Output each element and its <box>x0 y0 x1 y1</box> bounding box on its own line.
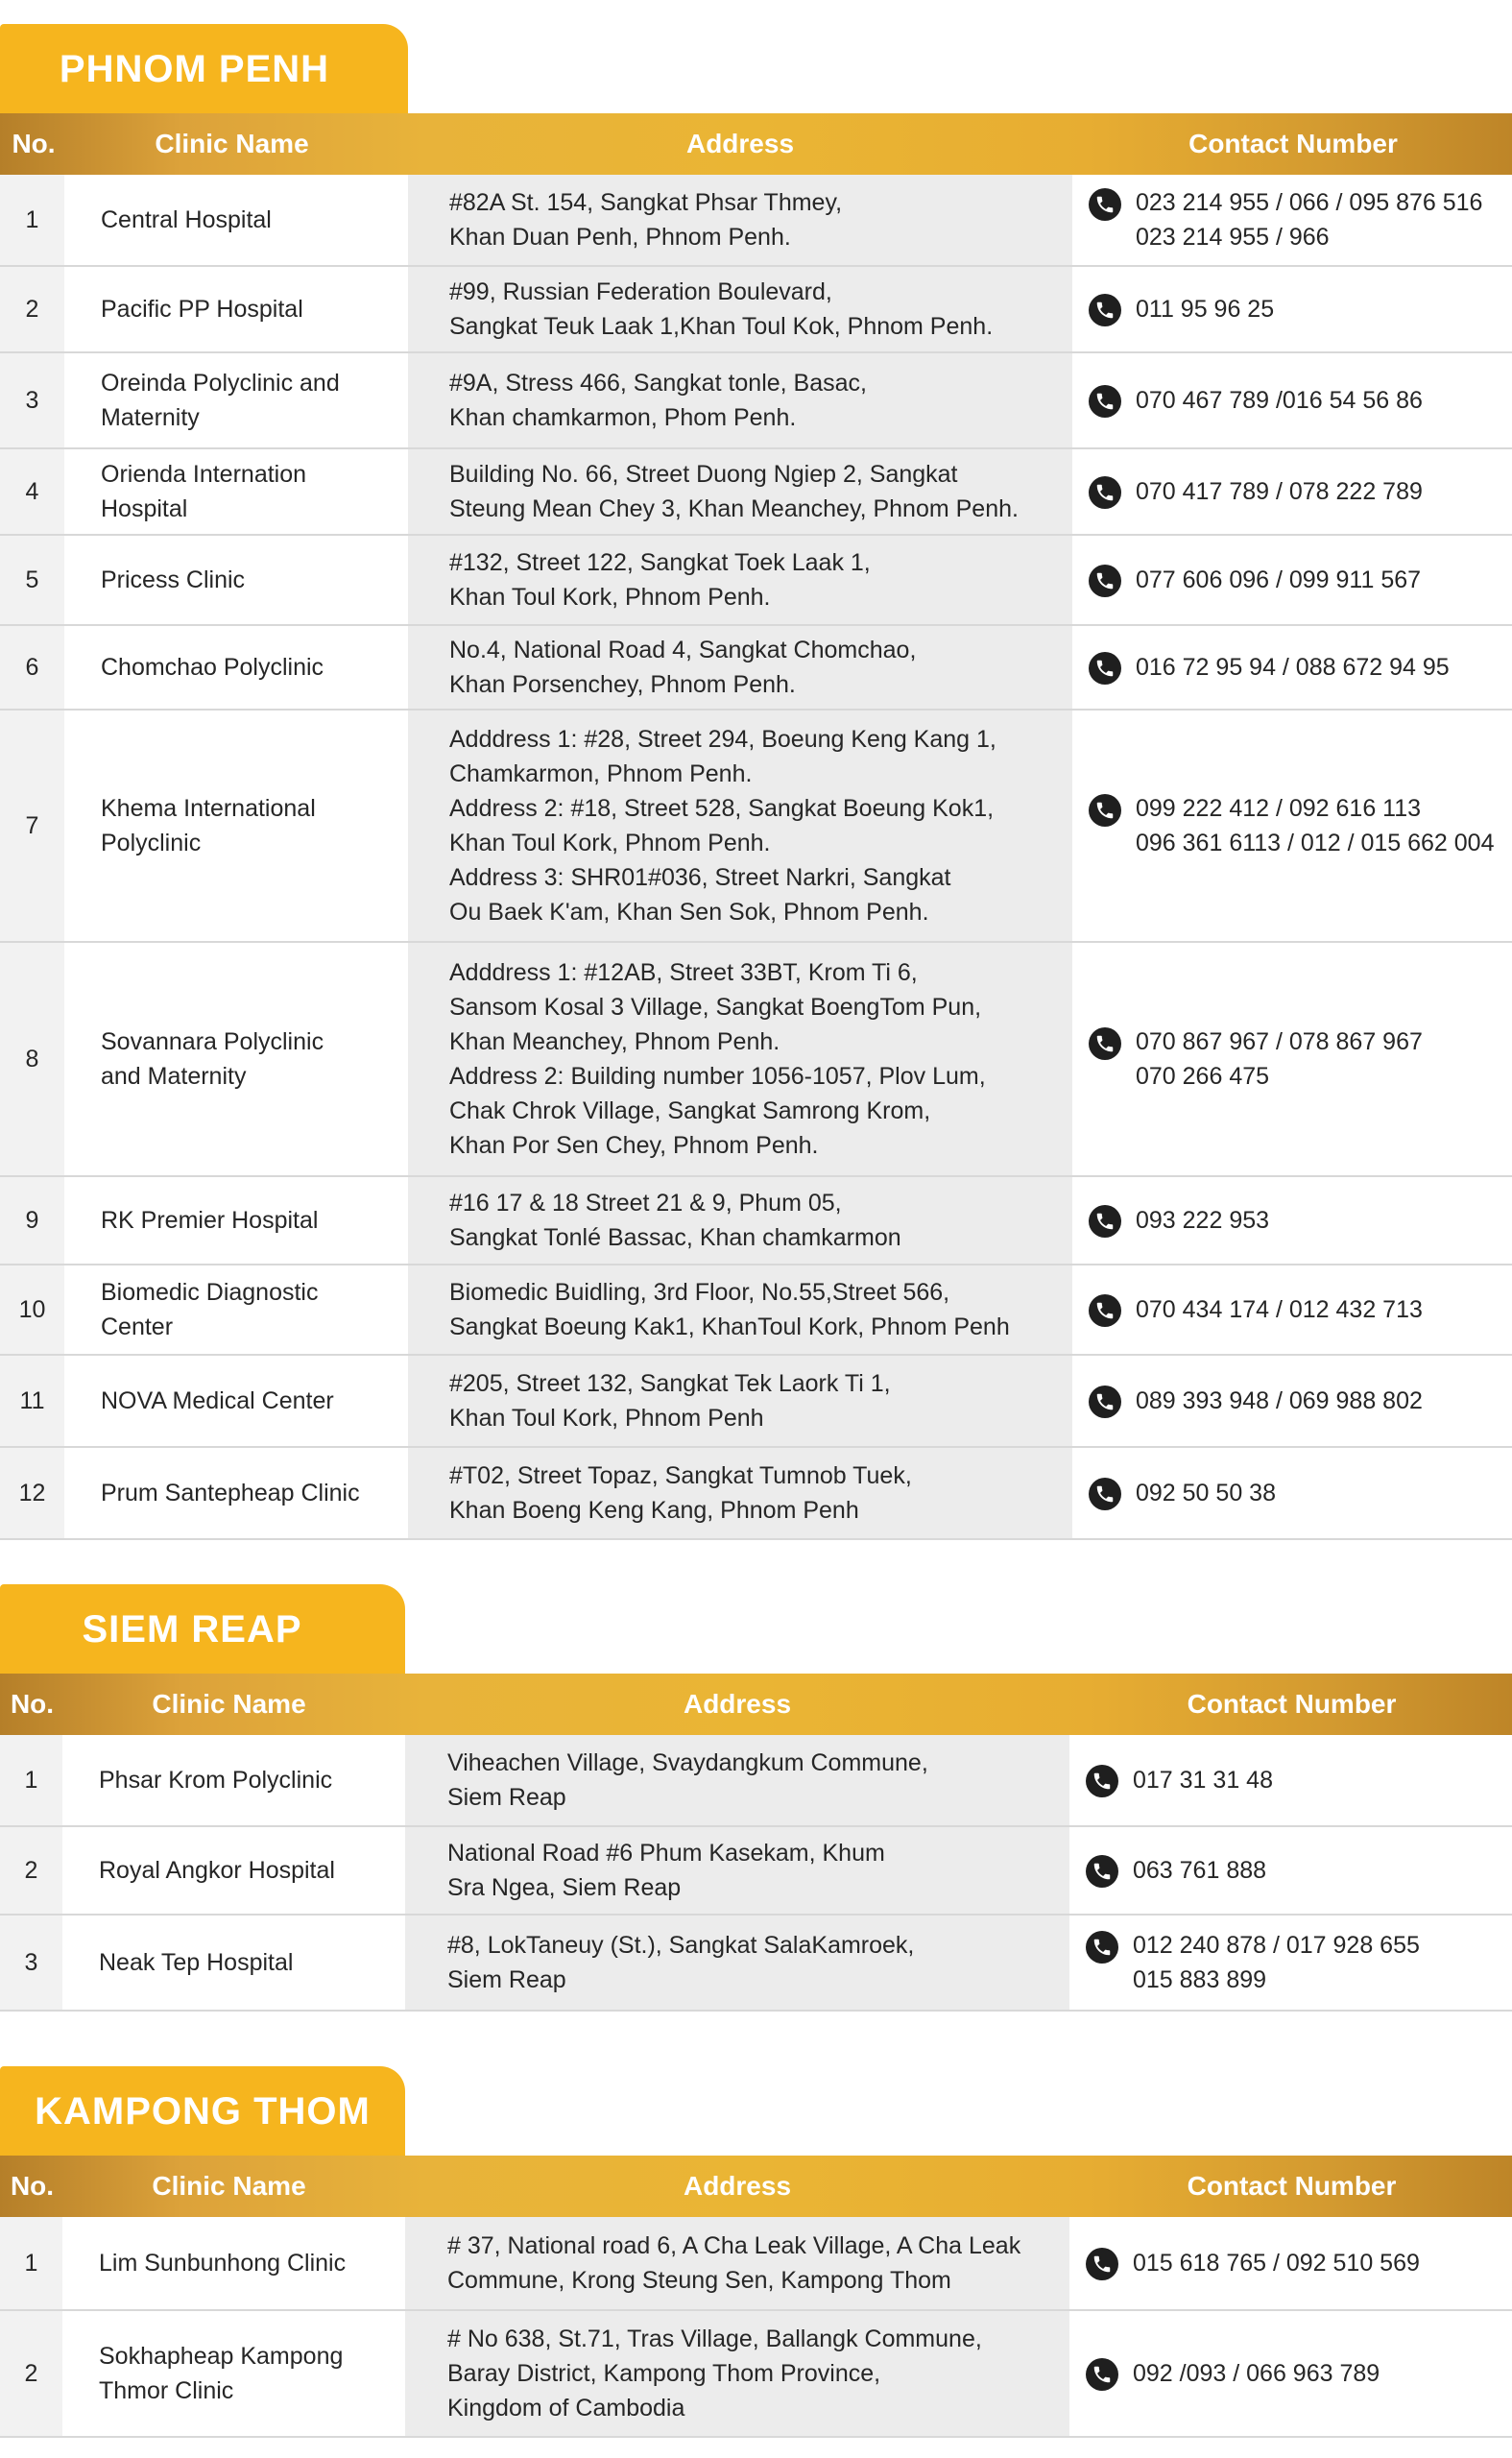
cell-no: 9 <box>0 1177 64 1264</box>
contact-number <box>1136 1476 1276 1510</box>
contact-line: 015 618 765 / 092 510 569 <box>1133 2250 1420 2277</box>
name-line: Oreinda Polyclinic and <box>101 370 340 397</box>
address <box>449 457 1019 526</box>
contact-line: 070 467 789 /016 54 56 86 <box>1136 387 1423 414</box>
section-siem-reap <box>0 1584 1512 2012</box>
clinic-name <box>101 366 340 435</box>
cell-no: 3 <box>0 1916 62 2010</box>
contact-line: 015 883 899 <box>1133 1966 1267 1993</box>
cell-contact-number <box>1071 2311 1512 2436</box>
clinic-name <box>99 1945 293 1980</box>
contact-number <box>1136 185 1482 254</box>
contact-number <box>1136 563 1421 597</box>
table-row <box>0 2311 1512 2438</box>
table-row <box>0 943 1512 1177</box>
name-line: Polyclinic <box>101 830 202 856</box>
clinic-name <box>101 1476 360 1510</box>
contact-line: 096 361 6113 / 012 / 015 662 004 <box>1136 830 1495 856</box>
cell-contact-number <box>1074 536 1512 624</box>
address-line: Viheachen Village, Svaydangkum Commune, <box>447 1749 928 1776</box>
cell-contact-number <box>1074 943 1512 1175</box>
name-line: Sokhapheap Kampong <box>99 2343 344 2370</box>
cell-contact-number <box>1071 2217 1512 2309</box>
cell-address <box>408 175 1072 265</box>
cell-clinic-name <box>66 536 406 624</box>
cell-address <box>408 1265 1072 1354</box>
cell-no: 1 <box>0 1735 62 1825</box>
name-line: Neak Tep Hospital <box>99 1949 294 1976</box>
section-title: SIEM REAP <box>82 1608 302 1651</box>
section-title: PHNOM PENH <box>59 48 330 90</box>
address-line: Address 2: Building number 1056-1057, Plov Lum, <box>449 1063 986 1090</box>
name-line: Central Hospital <box>101 206 272 233</box>
address-line: National Road #6 Phum Kasekam, Khum <box>447 1840 885 1867</box>
header-clinic-name: Clinic Name <box>155 129 309 158</box>
address <box>449 366 867 435</box>
address-line: #82A St. 154, Sangkat Phsar Thmey, <box>449 189 843 216</box>
cell-clinic-name <box>66 943 406 1175</box>
header-clinic-name: Clinic Name <box>152 1689 306 1719</box>
address-line: Kingdom of Cambodia <box>447 2395 685 2422</box>
address-line: Ou Baek K'am, Khan Sen Sok, Phnom Penh. <box>449 899 929 926</box>
cell-no: 6 <box>0 626 64 709</box>
address-line: # No 638, St.71, Tras Village, Ballangk Commune, <box>447 2325 982 2352</box>
contact-number <box>1136 292 1274 326</box>
name-line: Pricess Clinic <box>101 566 246 593</box>
cell-no: 12 <box>0 1448 64 1538</box>
clinic-name <box>99 1763 332 1797</box>
table-row <box>0 1827 1512 1916</box>
contact-line: 099 222 412 / 092 616 113 <box>1136 795 1422 822</box>
address-line: Khan Toul Kork, Phnom Penh. <box>449 584 771 611</box>
cell-no: 2 <box>0 267 64 351</box>
clinic-name <box>99 2339 343 2408</box>
clinic-name <box>101 563 245 597</box>
cell-no: 1 <box>0 175 64 265</box>
phone-icon <box>1089 476 1121 509</box>
cell-address <box>405 2311 1069 2436</box>
cell-contact-number <box>1074 1177 1512 1264</box>
cell-clinic-name <box>66 267 406 351</box>
contact-line: 089 393 948 / 069 988 802 <box>1136 1387 1423 1414</box>
cell-clinic-name <box>64 1735 403 1825</box>
cell-contact-number <box>1074 711 1512 941</box>
cell-no: 7 <box>0 711 64 941</box>
contact-number <box>1136 1384 1423 1418</box>
address-line: #T02, Street Topaz, Sangkat Tumnob Tuek, <box>449 1462 912 1489</box>
name-line: Orienda Internation <box>101 461 307 488</box>
contact-number <box>1136 1024 1423 1094</box>
address-line: No.4, National Road 4, Sangkat Chomchao, <box>449 637 917 663</box>
address-line: Building No. 66, Street Duong Ngiep 2, Sangkat <box>449 461 958 488</box>
address-line: Khan chamkarmon, Phom Penh. <box>449 404 797 431</box>
cell-no: 1 <box>0 2217 62 2309</box>
name-line: and Maternity <box>101 1063 247 1090</box>
cell-address <box>408 626 1072 709</box>
address <box>449 1186 901 1255</box>
header-address: Address <box>683 2171 792 2201</box>
section-tab <box>0 2066 405 2157</box>
cell-address <box>408 1356 1072 1446</box>
name-line: Lim Sunbunhong Clinic <box>99 2250 347 2277</box>
section-kampong-thom <box>0 2066 1512 2458</box>
address-line: Sra Ngea, Siem Reap <box>447 1874 682 1901</box>
clinic-name <box>101 457 306 526</box>
header-no: No. <box>10 1689 55 1719</box>
clinic-name <box>101 1203 318 1238</box>
cell-address <box>408 353 1072 447</box>
cell-address <box>408 1177 1072 1264</box>
clinic-name <box>101 1384 334 1418</box>
table-row <box>0 175 1512 267</box>
address-line: Steung Mean Chey 3, Khan Meanchey, Phnom Penh. <box>449 495 1019 522</box>
cell-clinic-name <box>66 711 406 941</box>
contact-number <box>1133 1928 1420 1997</box>
address-line: Khan Por Sen Chey, Phnom Penh. <box>449 1132 819 1159</box>
contact-line: 011 95 96 25 <box>1136 296 1275 323</box>
cell-address <box>408 943 1072 1175</box>
phone-icon <box>1086 1765 1118 1797</box>
address-line: Siem Reap <box>447 1784 566 1811</box>
address-line: Chamkarmon, Phnom Penh. <box>449 760 753 787</box>
contact-line: 093 222 953 <box>1136 1207 1270 1234</box>
name-line: Chomchao Polyclinic <box>101 654 324 681</box>
name-line: Prum Santepheap Clinic <box>101 1480 360 1506</box>
cell-clinic-name <box>66 175 406 265</box>
clinic-name <box>101 650 324 685</box>
cell-no: 8 <box>0 943 64 1175</box>
table-row <box>0 1265 1512 1356</box>
clinic-name <box>101 1275 319 1344</box>
address-line: #16 17 & 18 Street 21 & 9, Phum 05, <box>449 1190 842 1217</box>
contact-number <box>1136 474 1423 509</box>
cell-clinic-name <box>66 353 406 447</box>
name-line: Thmor Clinic <box>99 2377 234 2404</box>
cell-contact-number <box>1074 626 1512 709</box>
table-row <box>0 1356 1512 1448</box>
contact-line: 063 761 888 <box>1133 1857 1267 1884</box>
contact-line: 023 214 955 / 066 / 095 876 516 <box>1136 189 1483 216</box>
cell-no: 4 <box>0 449 64 534</box>
address-line: #132, Street 122, Sangkat Toek Laak 1, <box>449 549 871 576</box>
contact-line: 070 434 174 / 012 432 713 <box>1136 1296 1423 1323</box>
address <box>447 1746 928 1815</box>
address-line: Sangkat Teuk Laak 1,Khan Toul Kok, Phnom Penh. <box>449 313 994 340</box>
phone-icon <box>1089 294 1121 326</box>
contact-number <box>1133 1853 1266 1888</box>
address-line: Khan Duan Penh, Phnom Penh. <box>449 224 791 251</box>
cell-no: 10 <box>0 1265 64 1354</box>
cell-contact-number <box>1074 1265 1512 1354</box>
phone-icon <box>1089 1478 1121 1510</box>
phone-icon <box>1089 794 1121 827</box>
cell-clinic-name <box>66 626 406 709</box>
contact-line: 092 50 50 38 <box>1136 1480 1276 1506</box>
address-line: Commune, Krong Steung Sen, Kampong Thom <box>447 2267 951 2294</box>
address-line: #205, Street 132, Sangkat Tek Laork Ti 1, <box>449 1370 891 1397</box>
phone-icon <box>1089 565 1121 597</box>
contact-line: 017 31 31 48 <box>1133 1767 1273 1794</box>
address <box>449 955 986 1163</box>
section-tab <box>0 24 408 115</box>
table-row <box>0 711 1512 943</box>
cell-no: 3 <box>0 353 64 447</box>
phone-icon <box>1089 385 1121 418</box>
cell-clinic-name <box>66 1177 406 1264</box>
cell-clinic-name <box>66 449 406 534</box>
contact-number <box>1133 2356 1380 2391</box>
name-line: Sovannara Polyclinic <box>101 1028 324 1055</box>
contact-line: 012 240 878 / 017 928 655 <box>1133 1932 1420 1959</box>
table-header <box>0 2156 1512 2217</box>
cell-address <box>408 711 1072 941</box>
phone-icon <box>1086 1855 1118 1888</box>
phone-icon <box>1086 2248 1118 2280</box>
cell-address <box>405 1916 1069 2010</box>
cell-clinic-name <box>64 1916 403 2010</box>
clinic-name <box>99 1853 335 1888</box>
address-line: Khan Boeng Keng Kang, Phnom Penh <box>449 1497 859 1524</box>
section-phnom-penh <box>0 24 1512 1536</box>
contact-number <box>1136 1292 1423 1327</box>
cell-clinic-name <box>66 1356 406 1446</box>
contact-line: 070 417 789 / 078 222 789 <box>1136 478 1423 505</box>
name-line: Khema International <box>101 795 316 822</box>
table-row <box>0 2217 1512 2311</box>
header-clinic-name: Clinic Name <box>152 2171 306 2201</box>
cell-contact-number <box>1071 1916 1512 2010</box>
cell-contact-number <box>1074 175 1512 265</box>
cell-address <box>408 449 1072 534</box>
name-line: Hospital <box>101 495 188 522</box>
header-no: No. <box>10 2171 55 2201</box>
address-line: Khan Meanchey, Phnom Penh. <box>449 1028 780 1055</box>
address-line: Siem Reap <box>447 1966 566 1993</box>
contact-line: 023 214 955 / 966 <box>1136 224 1330 251</box>
table-row <box>0 449 1512 536</box>
table-row <box>0 1177 1512 1265</box>
name-line: RK Premier Hospital <box>101 1207 319 1234</box>
address <box>447 2322 982 2425</box>
cell-clinic-name <box>66 1448 406 1538</box>
contact-line: 070 266 475 <box>1136 1063 1270 1090</box>
table-row <box>0 626 1512 711</box>
address <box>447 2229 1020 2298</box>
phone-icon <box>1089 652 1121 685</box>
clinic-name <box>101 791 316 860</box>
table-row <box>0 1448 1512 1540</box>
contact-line: 092 /093 / 066 963 789 <box>1133 2360 1380 2387</box>
address <box>449 722 996 929</box>
cell-contact-number <box>1071 1827 1512 1914</box>
name-line: Biomedic Diagnostic <box>101 1279 319 1306</box>
name-line: Royal Angkor Hospital <box>99 1857 335 1884</box>
address-line: Khan Toul Kork, Phnom Penh. <box>449 830 771 856</box>
address <box>447 1836 885 1905</box>
table-row <box>0 267 1512 353</box>
clinic-name <box>101 203 272 237</box>
address-line: Sangkat Boeung Kak1, KhanToul Kork, Phnom Penh <box>449 1313 1010 1340</box>
cell-contact-number <box>1074 353 1512 447</box>
phone-icon <box>1089 1205 1121 1238</box>
clinic-name <box>101 1024 324 1094</box>
address <box>449 1275 1010 1344</box>
address <box>449 1366 891 1435</box>
table-row <box>0 1735 1512 1827</box>
address <box>449 1458 912 1528</box>
phone-icon <box>1086 1931 1118 1964</box>
contact-line: 077 606 096 / 099 911 567 <box>1136 566 1422 593</box>
address-line: Address 2: #18, Street 528, Sangkat Boeung Kok1, <box>449 795 995 822</box>
cell-address <box>405 2217 1069 2309</box>
address-line: Baray District, Kampong Thom Province, <box>447 2360 881 2387</box>
cell-clinic-name <box>64 2217 403 2309</box>
contact-number <box>1136 1203 1269 1238</box>
clinic-name <box>99 2246 346 2280</box>
contact-number <box>1133 1763 1273 1797</box>
cell-contact-number <box>1074 1448 1512 1538</box>
table-header <box>0 113 1512 175</box>
cell-contact-number <box>1074 449 1512 534</box>
address-line: #9A, Stress 466, Sangkat tonle, Basac, <box>449 370 867 397</box>
name-line: Maternity <box>101 404 200 431</box>
cell-contact-number <box>1074 267 1512 351</box>
header-address: Address <box>683 1689 792 1719</box>
cell-no: 5 <box>0 536 64 624</box>
address <box>449 185 842 254</box>
header-contact-number: Contact Number <box>1187 1689 1397 1719</box>
clinic-name <box>101 292 303 326</box>
phone-icon <box>1089 1294 1121 1327</box>
address <box>449 545 871 614</box>
cell-no: 11 <box>0 1356 64 1446</box>
address <box>449 275 993 344</box>
header-contact-number: Contact Number <box>1188 129 1398 158</box>
header-no: No. <box>12 129 56 158</box>
name-line: NOVA Medical Center <box>101 1387 334 1414</box>
table-row <box>0 1916 1512 2012</box>
address-line: Address 3: SHR01#036, Street Narkri, Sangkat <box>449 864 951 891</box>
address-line: Khan Porsenchey, Phnom Penh. <box>449 671 796 698</box>
contact-number <box>1136 650 1450 685</box>
cell-clinic-name <box>66 1265 406 1354</box>
cell-address <box>405 1735 1069 1825</box>
contact-number <box>1133 2246 1420 2280</box>
cell-clinic-name <box>64 1827 403 1914</box>
cell-clinic-name <box>64 2311 403 2436</box>
name-line: Center <box>101 1313 174 1340</box>
table-row <box>0 353 1512 449</box>
section-tab <box>0 1584 405 1675</box>
cell-address <box>408 267 1072 351</box>
address-line: Biomedic Buidling, 3rd Floor, No.55,Street 566, <box>449 1279 950 1306</box>
contact-line: 016 72 95 94 / 088 672 94 95 <box>1136 654 1450 681</box>
address <box>447 1928 914 1997</box>
address-line: Sansom Kosal 3 Village, Sangkat BoengTom Pun, <box>449 994 982 1021</box>
header-contact-number: Contact Number <box>1187 2171 1397 2201</box>
table-row <box>0 536 1512 626</box>
address-line: # 37, National road 6, A Cha Leak Village, A Cha Leak <box>447 2232 1021 2259</box>
phone-icon <box>1089 1027 1121 1060</box>
cell-no: 2 <box>0 2311 62 2436</box>
address-line: #99, Russian Federation Boulevard, <box>449 278 832 305</box>
phone-icon <box>1086 2358 1118 2391</box>
table-header <box>0 1674 1512 1735</box>
address-line: Adddress 1: #28, Street 294, Boeung Keng Kang 1, <box>449 726 996 753</box>
address-line: Sangkat Tonlé Bassac, Khan chamkarmon <box>449 1224 901 1251</box>
address-line: Khan Toul Kork, Phnom Penh <box>449 1405 764 1432</box>
address-line: #8, LokTaneuy (St.), Sangkat SalaKamroek, <box>447 1932 915 1959</box>
address <box>449 633 916 702</box>
contact-line: 070 867 967 / 078 867 967 <box>1136 1028 1423 1055</box>
contact-number <box>1136 791 1495 860</box>
cell-address <box>408 1448 1072 1538</box>
phone-icon <box>1089 1386 1121 1418</box>
cell-address <box>408 536 1072 624</box>
cell-no: 2 <box>0 1827 62 1914</box>
address-line: Chak Chrok Village, Sangkat Samrong Krom, <box>449 1097 931 1124</box>
header-address: Address <box>685 129 795 158</box>
section-title: KAMPONG THOM <box>35 2090 371 2133</box>
cell-contact-number <box>1071 1735 1512 1825</box>
name-line: Phsar Krom Polyclinic <box>99 1767 333 1794</box>
address-line: Adddress 1: #12AB, Street 33BT, Krom Ti 6, <box>449 959 918 986</box>
contact-number <box>1136 383 1423 418</box>
cell-contact-number <box>1074 1356 1512 1446</box>
phone-icon <box>1089 188 1121 221</box>
cell-address <box>405 1827 1069 1914</box>
name-line: Pacific PP Hospital <box>101 296 303 323</box>
